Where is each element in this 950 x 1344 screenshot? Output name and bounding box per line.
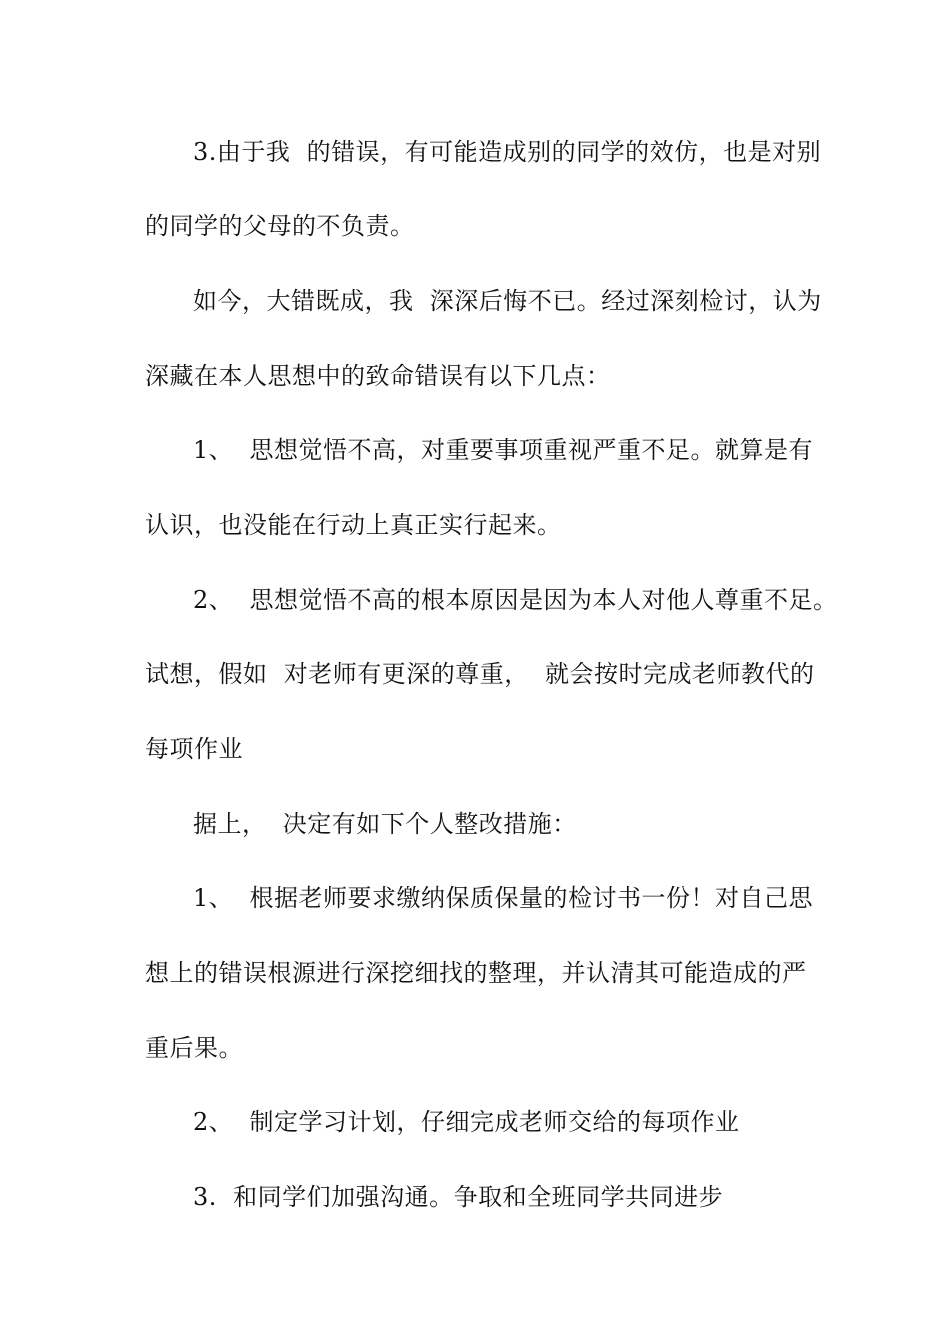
list-item-line: 1、 根据老师要求缴纳保质保量的检讨书一份！对自己思	[193, 884, 814, 912]
list-item-line: 每项作业	[145, 735, 243, 763]
list-item-line: 试想，假如 对老师有更深的尊重， 就会按时完成老师教代的	[145, 660, 815, 688]
paragraph-line: 的同学的父母的不负责。	[145, 212, 415, 240]
paragraph-line: 如今，大错既成，我 深深后悔不已。经过深刻检讨，认为	[193, 287, 822, 315]
list-item-line: 2、 制定学习计划，仔细完成老师交给的每项作业	[193, 1108, 740, 1136]
list-item-line: 1、 思想觉悟不高，对重要事项重视严重不足。就算是有	[193, 436, 814, 464]
list-item-line: 2、 思想觉悟不高的根本原因是因为本人对他人尊重不足。	[193, 586, 838, 614]
list-item-line: 3. 和同学们加强沟通。争取和全班同学共同进步	[193, 1183, 724, 1211]
paragraph-line: 据上， 决定有如下个人整改措施：	[193, 810, 577, 838]
list-item-line: 认识，也没能在行动上真正实行起来。	[145, 511, 562, 539]
paragraph-line: 3.由于我 的错误，有可能造成别的同学的效仿，也是对别	[193, 138, 822, 166]
list-item-line: 想上的错误根源进行深挖细找的整理，并认清其可能造成的严	[145, 959, 807, 987]
paragraph-line: 深藏在本人思想中的致命错误有以下几点：	[145, 362, 611, 390]
list-item-line: 重后果。	[145, 1034, 243, 1062]
